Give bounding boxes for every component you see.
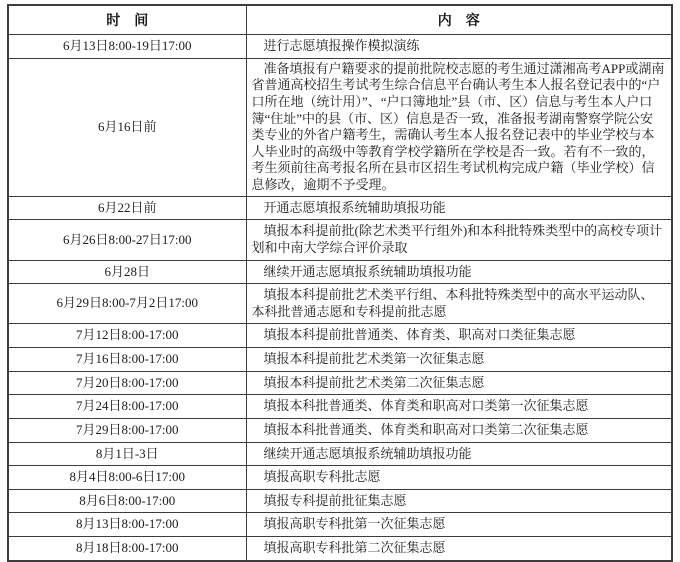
table-row	[8, 35, 672, 59]
content-cell: 填报本科批普通类、体育类和职高对口类第二次征集志愿	[246, 418, 672, 442]
time-cell: 8月4日8:00-6日17:00	[8, 466, 246, 490]
table-row	[8, 466, 672, 490]
content-cell: 填报本科提前批普通类、体育类、职高对口类征集志愿	[246, 324, 672, 348]
table-row	[8, 395, 672, 419]
time-cell: 6月16日前	[8, 58, 246, 196]
table-row	[8, 537, 672, 561]
content-cell: 填报专科提前批征集志愿	[246, 489, 672, 513]
time-column-header: 时 间	[8, 5, 246, 35]
header-row	[8, 5, 672, 35]
time-cell: 8月18日8:00-17:00	[8, 537, 246, 561]
time-cell: 7月16日8:00-17:00	[8, 348, 246, 372]
time-cell: 7月24日8:00-17:00	[8, 395, 246, 419]
time-cell: 6月29日8:00-7月2日17:00	[8, 284, 246, 324]
table-row	[8, 58, 672, 196]
content-cell: 填报高职专科批第一次征集志愿	[246, 513, 672, 537]
content-cell: 继续开通志愿填报系统辅助填报功能	[246, 260, 672, 284]
time-cell: 8月6日8:00-17:00	[8, 489, 246, 513]
content-cell: 填报高职专科批第二次征集志愿	[246, 537, 672, 561]
table-row	[8, 489, 672, 513]
content-cell: 继续开通志愿填报系统辅助填报功能	[246, 442, 672, 466]
content-cell: 填报本科提前批艺术类第二次征集志愿	[246, 371, 672, 395]
time-cell: 6月22日前	[8, 196, 246, 220]
content-cell: 填报本科批普通类、体育类和职高对口类第一次征集志愿	[246, 395, 672, 419]
time-cell: 7月20日8:00-17:00	[8, 371, 246, 395]
table-row	[8, 418, 672, 442]
time-cell: 7月29日8:00-17:00	[8, 418, 246, 442]
table-row	[8, 220, 672, 260]
schedule-table	[7, 4, 673, 562]
content-cell: 填报本科提前批(除艺术类平行组外)和本科批特殊类型中的高校专项计划和中南大学综合评价录取	[246, 220, 672, 260]
table-row	[8, 371, 672, 395]
content-cell: 填报本科提前批艺术类平行组、本科批特殊类型中的高水平运动队、本科批普通志愿和专科提前批志愿	[246, 284, 672, 324]
content-column-header: 内 容	[246, 5, 672, 35]
time-cell: 6月28日	[8, 260, 246, 284]
time-cell: 8月1日-3日	[8, 442, 246, 466]
table-row	[8, 324, 672, 348]
content-cell: 开通志愿填报系统辅助填报功能	[246, 196, 672, 220]
content-cell: 准备填报有户籍要求的提前批院校志愿的考生通过潇湘高考APP或湖南省普通高校招生考试考生综合信息平台确认考生本人报名登记表中的“户口所在地（统计用）”、“户口簿地址”县（市、区）信息与考生本人户口簿“住址”中的县（市、区）信息是否一致，准备报考湖南警察学院公安类专业的外省户籍考生，需确认考生本人报名登记表中的毕业学校与本人毕业时的高级中等教育学校学籍所在学校是否一致。若有不一致的，考生须前往高考报名所在县市区招生考试机构完成户籍（毕业学校）信息修改，逾期不予受理。	[246, 58, 672, 196]
time-cell: 7月12日8:00-17:00	[8, 324, 246, 348]
content-cell: 进行志愿填报操作模拟演练	[246, 35, 672, 59]
content-cell: 填报本科提前批艺术类第一次征集志愿	[246, 348, 672, 372]
table-row	[8, 513, 672, 537]
table-row	[8, 442, 672, 466]
time-cell: 6月13日8:00-19日17:00	[8, 35, 246, 59]
content-cell: 填报高职专科批志愿	[246, 466, 672, 490]
table-row	[8, 284, 672, 324]
time-cell: 8月13日8:00-17:00	[8, 513, 246, 537]
table-row	[8, 348, 672, 372]
table-row	[8, 196, 672, 220]
time-cell: 6月26日8:00-27日17:00	[8, 220, 246, 260]
table-row	[8, 260, 672, 284]
